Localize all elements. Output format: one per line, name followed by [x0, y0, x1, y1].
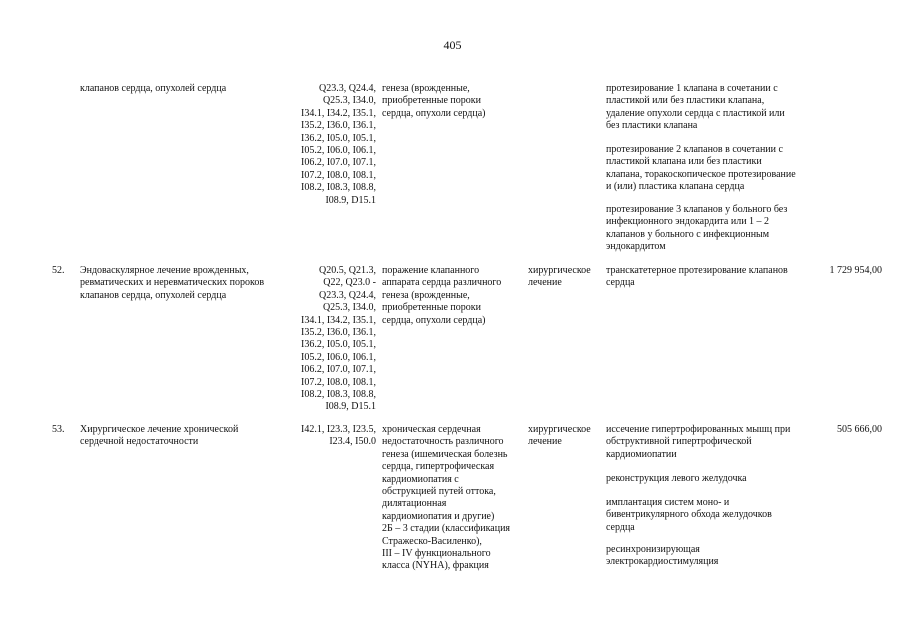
row-2-method-1: иссечение гипертрофированных мышц при обструктивной гипертрофической кардиомиопатии [606, 424, 791, 460]
row-1-name: Эндоваскулярное лечение врожденных, ревматических и неревматических пороков клапанов сердца, опухолей сердца [80, 265, 265, 301]
row-2-codes: I42.1, I23.3, I23.5, I23.4, I50.0 [301, 424, 376, 448]
row-1-number: 52. [52, 265, 65, 276]
row-2-treatment-type: хирургическое лечение [528, 424, 591, 448]
row-0-method-3: протезирование 3 клапанов у больного без инфекционного эндокардита или 1 – 2 клапанов у больного с инфекционным эндокардитом [606, 204, 788, 253]
row-2-price: 505 666,00 [837, 424, 882, 435]
row-1-treatment-type: хирургическое лечение [528, 265, 591, 289]
row-2-model: хроническая сердечная недостаточность различного генеза (ишемическая болезнь сердца, гипертрофическая кардиомиопатия с обструкцией путей оттока, дилятационная кардиомиопатия и другие) 2Б – 3 стадии (классификация Стражеско-Василенко), III – IV функционального класса (NYHA), фракция [382, 424, 511, 572]
row-0-model: генеза (врожденные, приобретенные пороки сердца, опухоли сердца) [382, 83, 486, 119]
row-1-method-1: транскатетерное протезирование клапанов сердца [606, 265, 788, 289]
row-0-method-1: протезирование 1 клапана в сочетании с пластикой или без пластики клапана, удаление опухоли сердца с пластикой или без пластики клапана [606, 83, 785, 132]
row-1-codes: Q20.5, Q21.3, Q22, Q23.0 - Q23.3, Q24.4, Q25.3, I34.0, I34.1, I34.2, I35.1, I35.2, I36.0, I36.1, I36.2, I05.0, I05.1, I05.2, I06.0, I06.1, I06.2, I07.0, I07.1, I07.2, I08.0, I08.1, I08.2, I08.3, I08.8, I08.9, D15.1 [301, 265, 376, 413]
row-0-method-2: протезирование 2 клапанов в сочетании с пластикой клапана или без пластики клапана, торакоскопическое протезирование и (или) пластика клапана сердца [606, 144, 796, 193]
row-2-method-4: ресинхронизирующая электрокардиостимуляция [606, 544, 719, 568]
row-1-model: поражение клапанного аппарата сердца различного генеза (врожденные, приобретенные пороки сердца, опухоли сердца) [382, 265, 502, 326]
row-0-codes: Q23.3, Q24.4, Q25.3, I34.0, I34.1, I34.2, I35.1, I35.2, I36.0, I36.1, I36.2, I05.0, I05.1, I05.2, I06.0, I06.1, I06.2, I07.0, I07.1, I07.2, I08.0, I08.1, I08.2, I08.3, I08.8, I08.9, D15.1 [301, 83, 376, 206]
row-2-method-3: имплантация систем моно- и бивентрикулярного обхода желудочков сердца [606, 497, 772, 533]
row-0-name: клапанов сердца, опухолей сердца [80, 83, 227, 94]
row-2-method-2: реконструкция левого желудочка [606, 473, 747, 484]
page-number: 405 [443, 38, 462, 52]
row-2-name: Хирургическое лечение хронической сердечной недостаточности [80, 424, 239, 448]
row-1-price: 1 729 954,00 [829, 265, 882, 276]
row-2-number: 53. [52, 424, 65, 435]
